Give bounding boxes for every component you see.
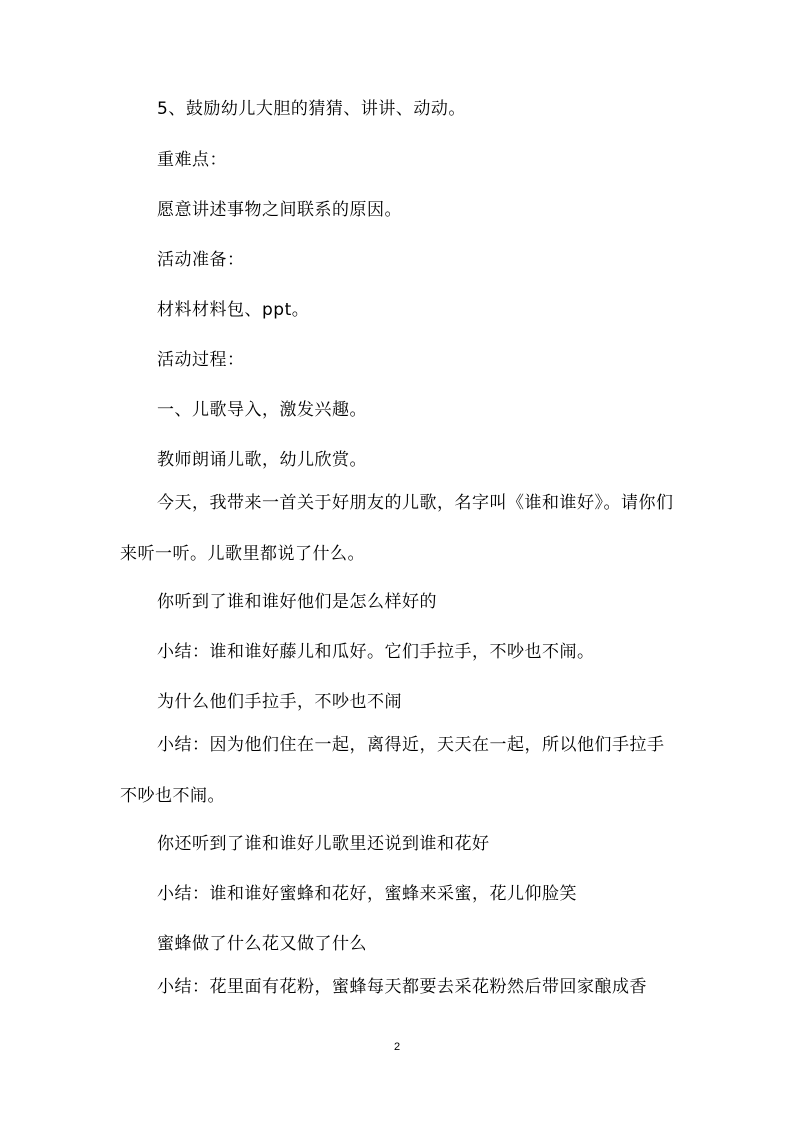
- paragraph-preparation: 材料材料包、ppt。: [157, 300, 310, 320]
- paragraph-preparation-heading: 活动准备：: [157, 250, 245, 270]
- paragraph-intro-song: 今天，我带来一首关于好朋友的儿歌，名字叫《谁和谁好》。请你们来听一听。儿歌里都说了什么。: [120, 493, 674, 564]
- paragraph-summary-3: 小结：谁和谁好蜜蜂和花好，蜜蜂来采蜜，花儿仰脸笑: [157, 884, 577, 904]
- paragraph-question-1: 你听到了谁和谁好他们是怎么样好的: [157, 592, 437, 612]
- paragraph-key-points-heading: 重难点：: [157, 150, 227, 170]
- paragraph-summary-4: 小结：花里面有花粉，蜜蜂每天都要去采花粉然后带回家酿成香: [157, 977, 647, 997]
- paragraph-summary-1: 小结：谁和谁好藤儿和瓜好。它们手拉手，不吵也不闹。: [157, 642, 595, 662]
- paragraph-teacher-recites: 教师朗诵儿歌，幼儿欣赏。: [157, 450, 367, 470]
- page-number: 2: [393, 1041, 401, 1053]
- paragraph-key-points: 愿意讲述事物之间联系的原因。: [157, 200, 402, 220]
- paragraph-summary-2: 小结：因为他们住在一起，离得近，天天在一起，所以他们手拉手不吵也不闹。: [120, 735, 665, 806]
- paragraph-goal-5: 5、鼓励幼儿大胆的猜猜、讲讲、动动。: [157, 99, 466, 119]
- paragraph-process-heading: 活动过程：: [157, 350, 245, 370]
- paragraph-question-3: 你还听到了谁和谁好儿歌里还说到谁和花好: [157, 834, 490, 854]
- paragraph-step-1: 一、儿歌导入，激发兴趣。: [157, 400, 367, 420]
- paragraph-question-4: 蜜蜂做了什么花又做了什么: [157, 934, 367, 954]
- paragraph-question-2: 为什么他们手拉手，不吵也不闹: [157, 692, 402, 712]
